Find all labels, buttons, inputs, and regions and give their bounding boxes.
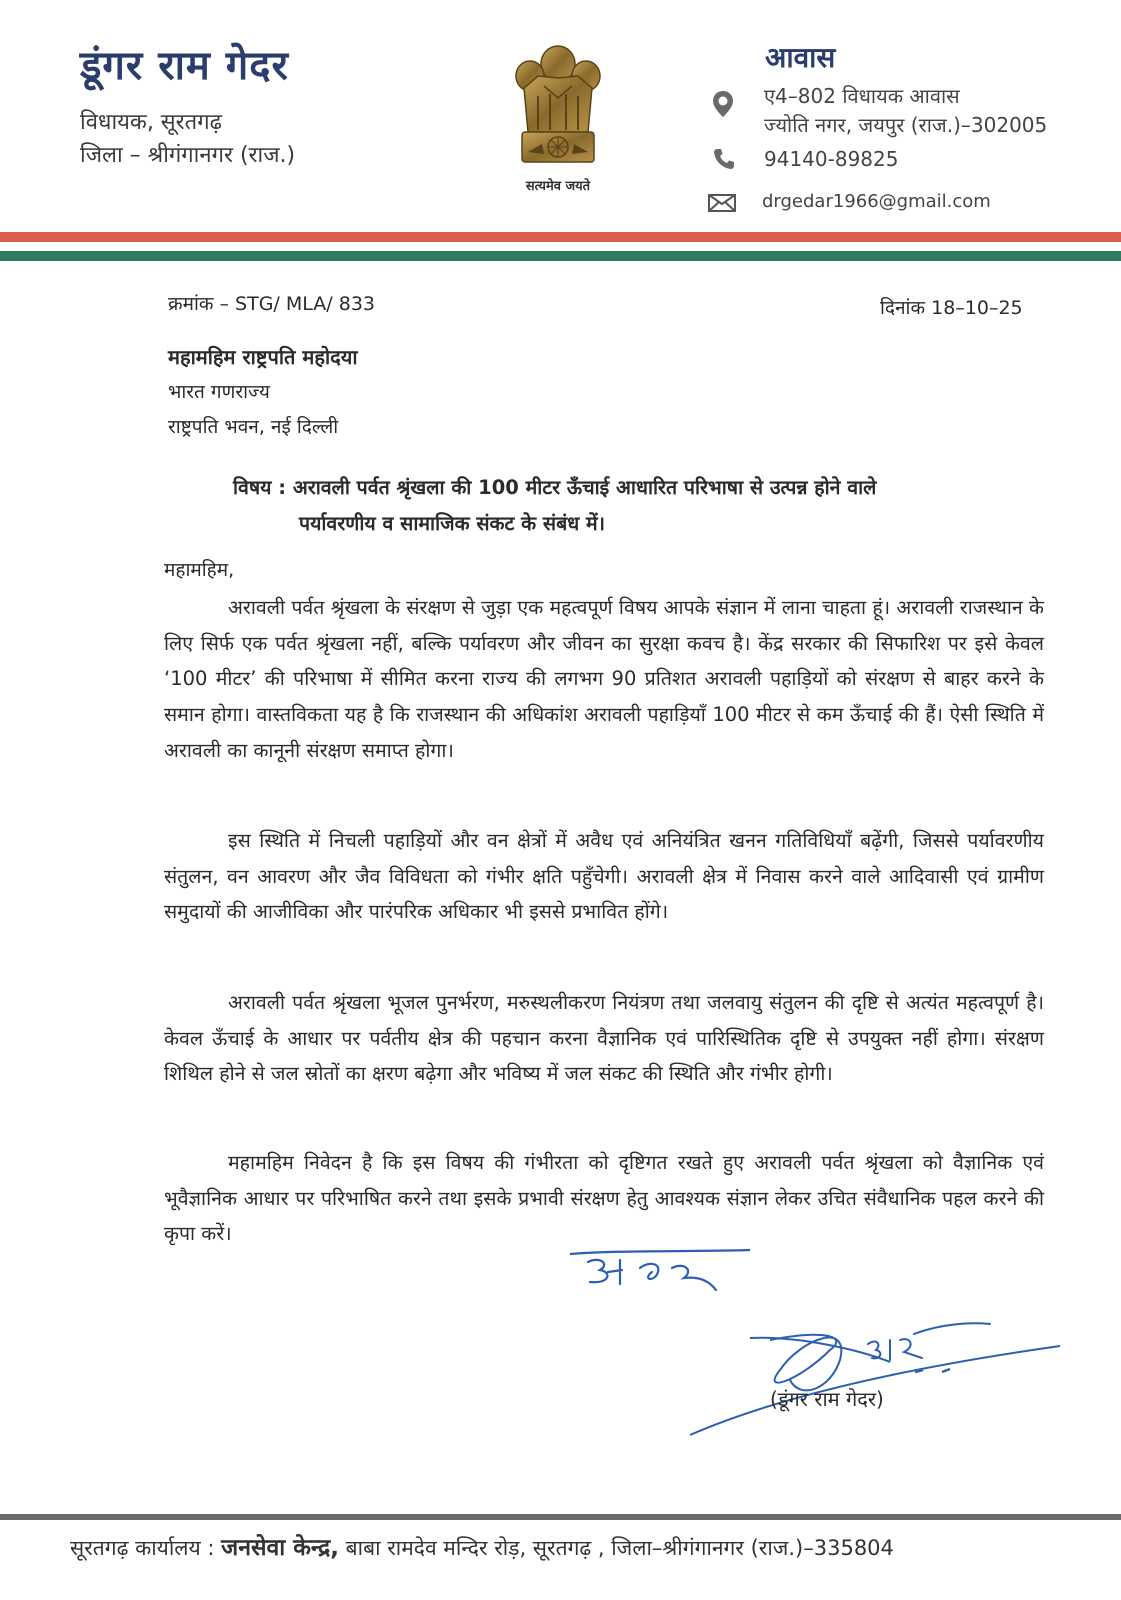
letterhead-district: जिला – श्रीगंगानगर (राज.) — [80, 143, 296, 168]
lion-capital-icon — [508, 36, 608, 176]
envelope-icon — [708, 194, 736, 216]
residence-title: आवास — [765, 41, 836, 74]
body-paragraph-3 — [164, 985, 1044, 1092]
address-line-2: ज्योति नगर, जयपुर (राज.)–302005 — [764, 113, 1048, 137]
email-address: drgedar1966@gmail.com — [762, 191, 991, 212]
paragraph-text: अरावली पर्वत श्रृंखला के संरक्षण से जुड़ा एक महत्वपूर्ण विषय आपके संज्ञान में लाना चाहता हूं। अरावली राजस्थान के लिए सिर्फ एक पर्वत श्रृंखला नहीं, बल्कि पर्यावरण और जीवन का सुरक्षा कवच है। केंद्र सरकार की सिफारिश पर इसे केवल ‘100 मीटर’ की परिभाषा में सीमित करना राज्य की लगभग 90 प्रतिशत अरावली पहाड़ियों को संरक्षण से बाहर करने के समान होगा। वास्तविकता यह है कि राजस्थान की अधिकांश अरावली पहाड़ियाँ 100 मीटर से कम ऊँचाई की हैं। ऐसी स्थिति में अरावली का कानूनी संरक्षण समाप्त होगा। — [164, 596, 1044, 762]
footer-rule — [0, 1514, 1121, 1520]
signatory-name: (डूंगर राम गेदर) — [770, 1387, 884, 1411]
signature — [690, 1310, 1070, 1450]
footer-office-label: सूरतगढ़ कार्यालय : — [70, 1536, 215, 1560]
subject — [233, 470, 1053, 542]
paragraph-text: इस स्थिति में निचली पहाड़ियों और वन क्षेत्रों में अवैध एवं अनियंत्रित खनन गतिविधियाँ बढ़ेंगी, जिससे पर्यावरणीय संतुलन, वन आवरण और जैव विविधता को गंभीर क्षति पहुँचेगी। अरावली क्षेत्र में निवास करने वाले आदिवासी एवं ग्रामीण समुदायों की आजीविका और पारंपरिक अधिकार भी इससे प्रभावित होंगे। — [164, 829, 1044, 924]
body-paragraph-2 — [164, 823, 1044, 930]
emblem-motto: सत्यमेव जयते — [525, 179, 591, 194]
map-pin-icon — [712, 90, 734, 122]
subject-line-1: विषय : अरावली पर्वत श्रृंखला की 100 मीटर ऊँचाई आधारित परिभाषा से उत्पन्न होने वाले — [233, 476, 877, 499]
header-stripe-saffron — [0, 232, 1121, 242]
footer-office-address — [70, 1530, 894, 1562]
signature-text — [1070, 1310, 1071, 1311]
recipient-line-2: भारत गणराज्य — [168, 381, 270, 403]
reference-number: क्रमांक – STG/ MLA/ 833 — [168, 293, 375, 315]
body-paragraph-1 — [164, 590, 1044, 769]
letter-date: दिनांक 18–10–25 — [880, 297, 1023, 319]
paragraph-text: अरावली पर्वत श्रृंखला भूजल पुनर्भरण, मरुस्थलीकरण नियंत्रण तथा जलवायु संतुलन की दृष्टि से अत्यंत महत्वपूर्ण है। केवल ऊँचाई के आधार पर पर्वतीय क्षेत्र की पहचान करना वैज्ञानिक एवं पारिस्थितिक दृष्टि से उपयुक्त नहीं होगा। संरक्षण शिथिल होने से जल स्रोतों का क्षरण बढ़ेगा और भविष्य में जल संकट की स्थिति और गंभीर होगी। — [164, 991, 1044, 1086]
phone-icon — [713, 148, 735, 174]
body-paragraph-4 — [164, 1145, 1044, 1252]
address-line-1: ए4–802 विधायक आवास — [764, 84, 960, 108]
footer-office-name: जनसेवा केन्द्र, — [221, 1535, 339, 1561]
national-emblem — [508, 36, 608, 196]
paragraph-text: महामहिम निवेदन है कि इस विषय की गंभीरता को दृष्टिगत रखते हुए अरावली पर्वत श्रृंखला को वैज्ञानिक एवं भूवैज्ञानिक आधार पर परिभाषित करने तथा इसके प्रभावी संरक्षण हेतु आवश्यक संज्ञान लेकर उचित संवैधानिक पहल करने की कृपा करें। — [164, 1151, 1044, 1246]
header-stripe-green — [0, 251, 1121, 261]
phone-number: 94140-89825 — [764, 147, 899, 171]
handwritten-closing — [560, 1242, 760, 1302]
letterhead-designation: विधायक, सूरतगढ़ — [80, 110, 222, 135]
subject-line-2: पर्यावरणीय व सामाजिक संकट के संबंध में। — [299, 512, 606, 535]
footer-office-address-text: बाबा रामदेव मन्दिर रोड़, सूरतगढ़ , जिला–श्रीगंगानगर (राज.)–335804 — [345, 1536, 894, 1560]
recipient-line-3: राष्ट्रपति भवन, नई दिल्ली — [168, 416, 339, 438]
salutation: महामहिम, — [164, 559, 235, 581]
recipient-title: महामहिम राष्ट्रपति महोदया — [168, 345, 358, 369]
letterhead-name: डूंगर राम गेदर — [80, 43, 289, 89]
